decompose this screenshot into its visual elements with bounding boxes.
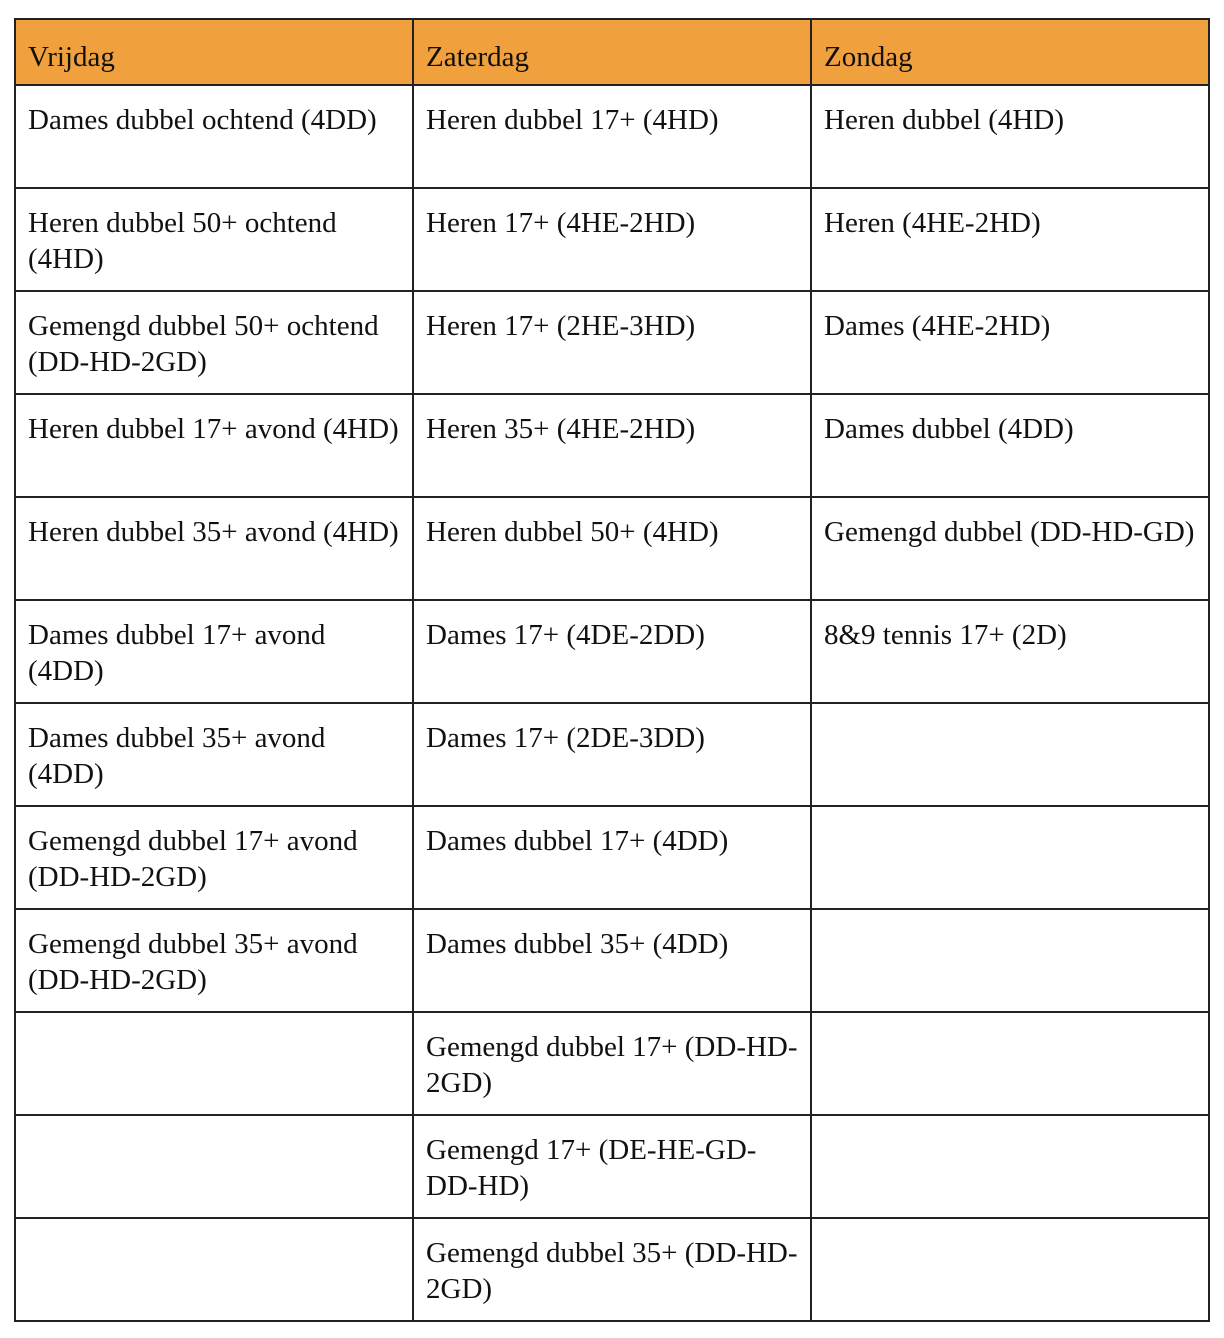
- cell-zaterdag: Dames dubbel 35+ (4DD): [413, 909, 811, 1012]
- cell-vrijdag: Dames dubbel ochtend (4DD): [15, 85, 413, 188]
- cell-zaterdag: Heren 35+ (4HE-2HD): [413, 394, 811, 497]
- cell-zondag: Heren (4HE-2HD): [811, 188, 1209, 291]
- table-row: [15, 497, 1209, 600]
- cell-zondag: Gemengd dubbel (DD-HD-GD): [811, 497, 1209, 600]
- cell-zondag: Dames (4HE-2HD): [811, 291, 1209, 394]
- cell-vrijdag: [15, 1115, 413, 1218]
- cell-zondag: [811, 1012, 1209, 1115]
- cell-zondag: Heren dubbel (4HD): [811, 85, 1209, 188]
- cell-vrijdag: Heren dubbel 17+ avond (4HD): [15, 394, 413, 497]
- cell-zaterdag: Heren 17+ (4HE-2HD): [413, 188, 811, 291]
- cell-zondag: [811, 1218, 1209, 1321]
- cell-zondag: Dames dubbel (4DD): [811, 394, 1209, 497]
- header-zondag: Zondag: [811, 19, 1209, 85]
- table-row: [15, 909, 1209, 1012]
- table-row: [15, 291, 1209, 394]
- table-row: [15, 600, 1209, 703]
- table-row: [15, 85, 1209, 188]
- cell-zondag: [811, 909, 1209, 1012]
- cell-zaterdag: Dames dubbel 17+ (4DD): [413, 806, 811, 909]
- table-row: [15, 1012, 1209, 1115]
- cell-vrijdag: Dames dubbel 17+ avond (4DD): [15, 600, 413, 703]
- cell-zaterdag: Gemengd dubbel 17+ (DD-HD-2GD): [413, 1012, 811, 1115]
- cell-zaterdag: Gemengd 17+ (DE-HE-GD-DD-HD): [413, 1115, 811, 1218]
- cell-vrijdag: [15, 1012, 413, 1115]
- cell-vrijdag: Gemengd dubbel 17+ avond (DD-HD-2GD): [15, 806, 413, 909]
- cell-zondag: [811, 806, 1209, 909]
- table-row: [15, 394, 1209, 497]
- cell-zondag: [811, 703, 1209, 806]
- table-row: [15, 1218, 1209, 1321]
- table-row: [15, 188, 1209, 291]
- table-row: [15, 806, 1209, 909]
- header-zaterdag: Zaterdag: [413, 19, 811, 85]
- cell-zaterdag: Dames 17+ (2DE-3DD): [413, 703, 811, 806]
- cell-vrijdag: Heren dubbel 50+ ochtend (4HD): [15, 188, 413, 291]
- cell-zaterdag: Gemengd dubbel 35+ (DD-HD-2GD): [413, 1218, 811, 1321]
- cell-zaterdag: Heren dubbel 50+ (4HD): [413, 497, 811, 600]
- cell-vrijdag: Dames dubbel 35+ avond (4DD): [15, 703, 413, 806]
- header-vrijdag: Vrijdag: [15, 19, 413, 85]
- header-row: [15, 19, 1209, 85]
- schedule-table: [14, 18, 1210, 1322]
- table-row: [15, 703, 1209, 806]
- cell-zaterdag: Heren dubbel 17+ (4HD): [413, 85, 811, 188]
- cell-zondag: 8&9 tennis 17+ (2D): [811, 600, 1209, 703]
- cell-zaterdag: Heren 17+ (2HE-3HD): [413, 291, 811, 394]
- cell-zondag: [811, 1115, 1209, 1218]
- cell-vrijdag: Gemengd dubbel 50+ ochtend (DD-HD-2GD): [15, 291, 413, 394]
- cell-vrijdag: [15, 1218, 413, 1321]
- cell-vrijdag: Heren dubbel 35+ avond (4HD): [15, 497, 413, 600]
- table-row: [15, 1115, 1209, 1218]
- cell-vrijdag: Gemengd dubbel 35+ avond (DD-HD-2GD): [15, 909, 413, 1012]
- cell-zaterdag: Dames 17+ (4DE-2DD): [413, 600, 811, 703]
